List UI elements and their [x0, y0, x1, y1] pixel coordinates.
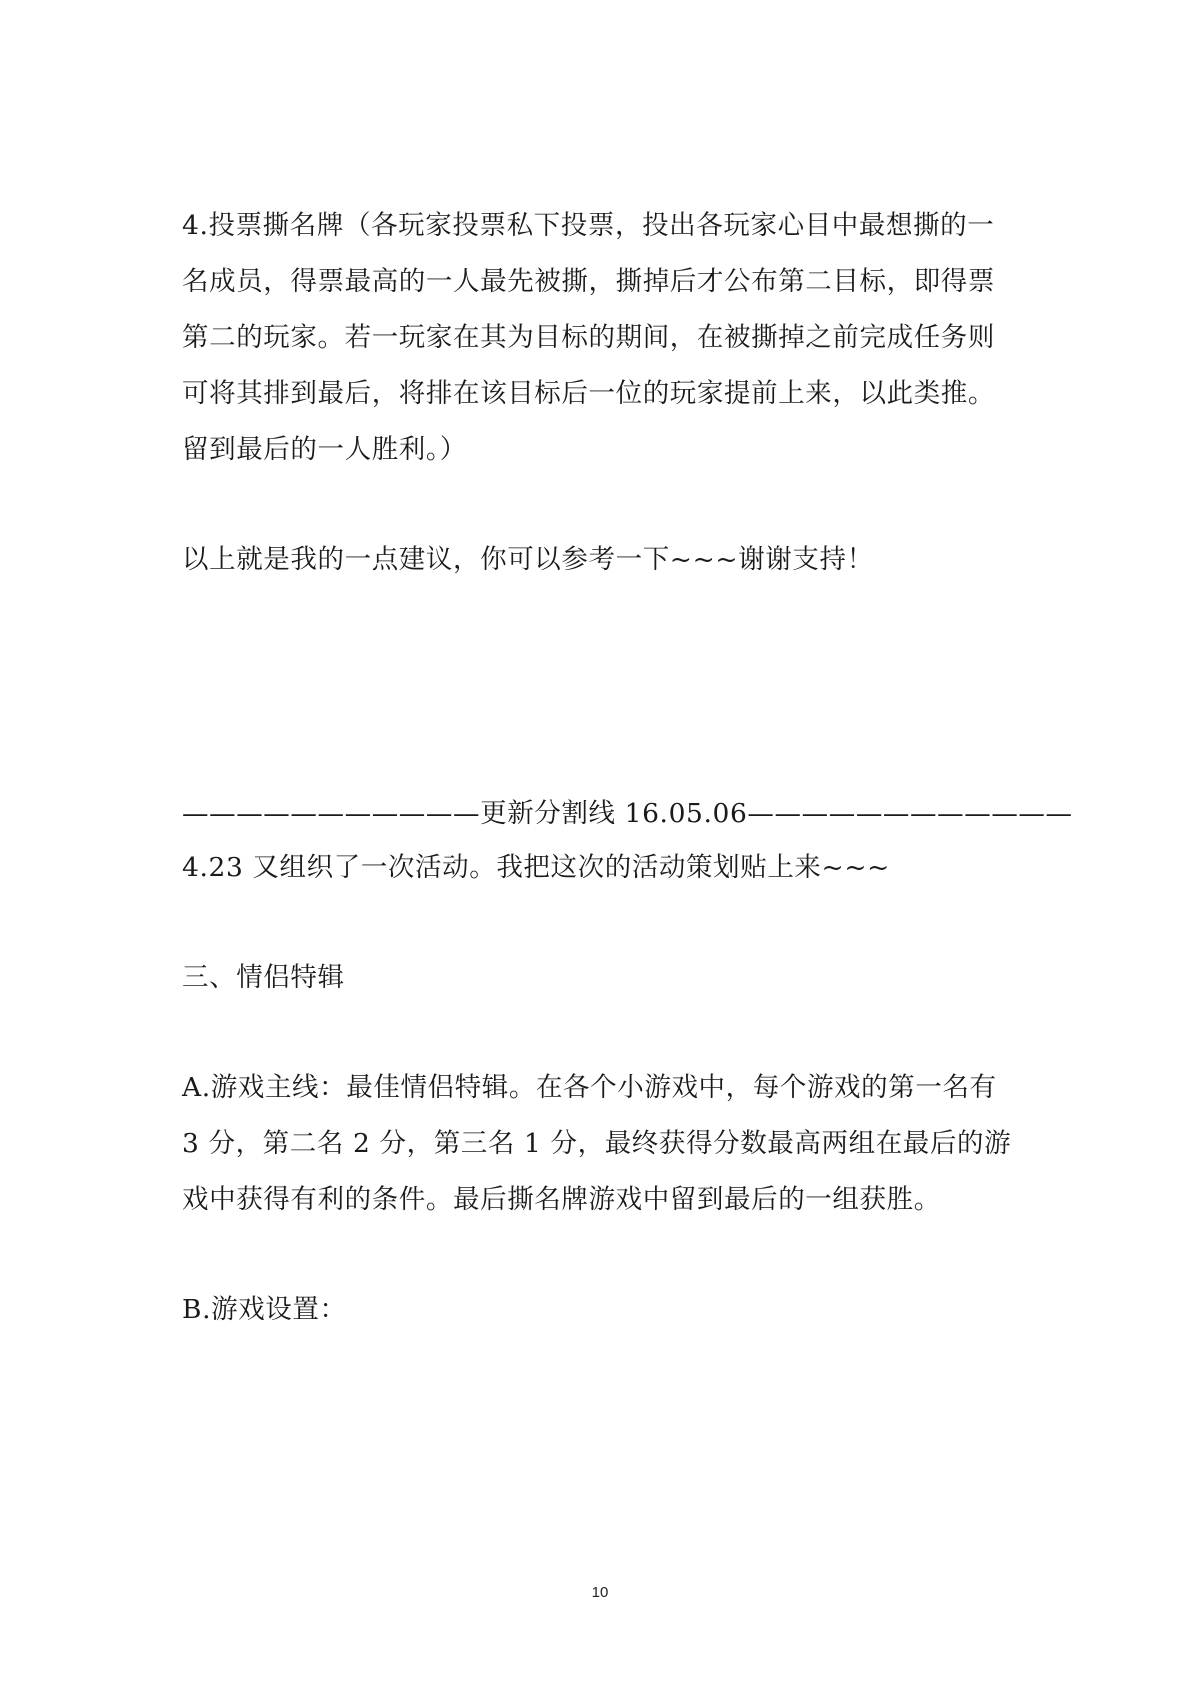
- update-divider: ———————————更新分割线 16.05.06————————————: [182, 798, 1073, 829]
- paragraph-vote-rule-line-3: 第二的玩家。若一玩家在其为目标的期间，在被撕掉之前完成任务则: [182, 322, 995, 353]
- paragraph-vote-rule-line-2: 名成员，得票最高的一人最先被撕，撕掉后才公布第二目标，即得票: [182, 266, 995, 297]
- paragraph-main-line-3: 戏中获得有利的条件。最后撕名牌游戏中留到最后的一组获胜。: [182, 1184, 941, 1215]
- paragraph-vote-rule-line-1: 4.投票撕名牌（各玩家投票私下投票，投出各玩家心目中最想撕的一: [182, 210, 995, 241]
- paragraph-vote-rule-line-5: 留到最后的一人胜利。）: [182, 434, 467, 465]
- page-number: 10: [591, 1584, 609, 1601]
- section-heading: 三、情侣特辑: [182, 962, 345, 993]
- paragraph-vote-rule-line-4: 可将其排到最后，将排在该目标后一位的玩家提前上来，以此类推。: [182, 378, 995, 409]
- update-note: 4.23 又组织了一次活动。我把这次的活动策划贴上来~~~: [182, 852, 890, 883]
- closing-paragraph: 以上就是我的一点建议，你可以参考一下~~~谢谢支持！: [182, 544, 874, 575]
- paragraph-main-line-2: 3 分，第二名 2 分，第三名 1 分，最终获得分数最高两组在最后的游: [182, 1128, 1012, 1159]
- paragraph-main-line-1: A.游戏主线：最佳情侣特辑。在各个小游戏中，每个游戏的第一名有: [182, 1072, 997, 1103]
- settings-heading: B.游戏设置：: [182, 1294, 347, 1325]
